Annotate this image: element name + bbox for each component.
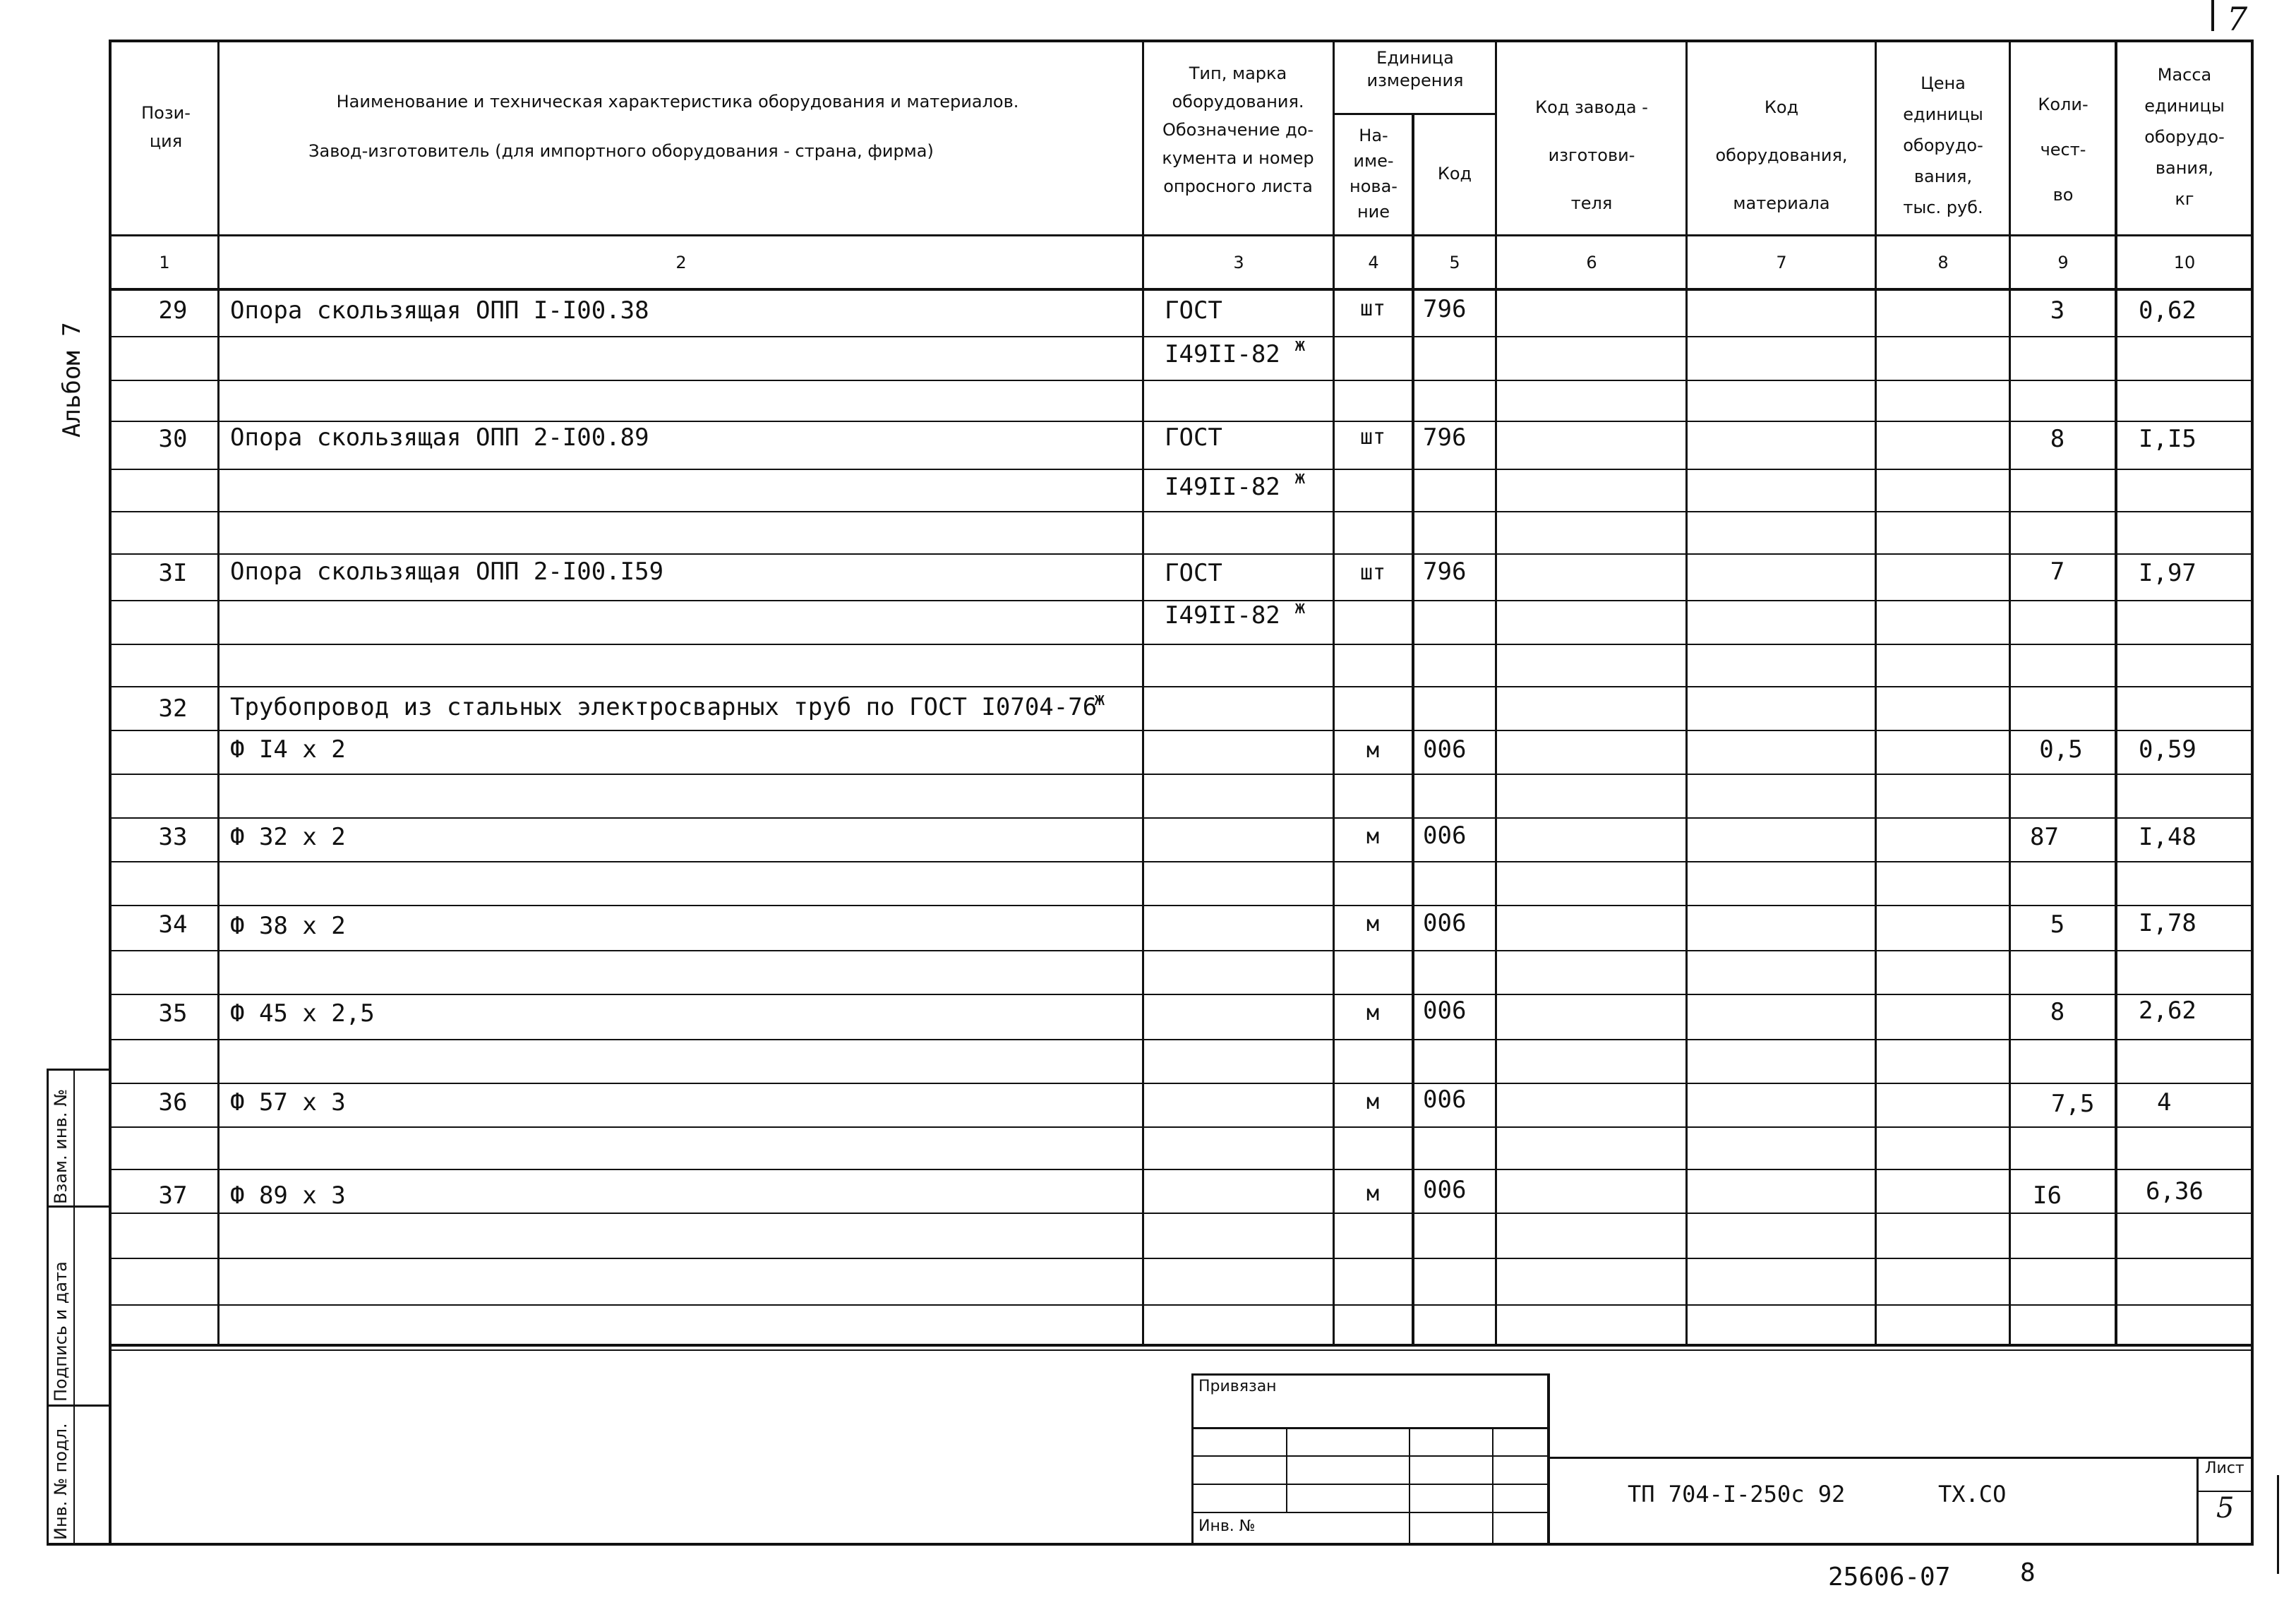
corner-page-number: 7 (2227, 0, 2248, 38)
colnum-6: 6 (1586, 253, 1597, 272)
row33-code: 006 (1423, 822, 1467, 850)
row30-qty: 8 (2050, 425, 2065, 453)
colnum-10: 10 (2173, 253, 2196, 272)
row33-mass: I,48 (2139, 823, 2196, 851)
row31-doc2: I49II-82 (1165, 601, 1280, 630)
row30-mass: I,I5 (2139, 425, 2196, 453)
row33-name: Ф 32 х 2 (230, 823, 346, 851)
row36-unit: м (1366, 1090, 1380, 1114)
row34-qty: 5 (2050, 910, 2065, 939)
row37-pos: 37 (158, 1181, 188, 1210)
bottom-number: 25606-07 (1828, 1563, 1951, 1592)
row33-qty: 87 (2030, 823, 2059, 851)
sheet-code: ТХ.СО (1938, 1481, 2007, 1508)
side-label-inv-podl: Инв. № подл. (51, 1423, 71, 1540)
colnum-3: 3 (1233, 253, 1244, 272)
colnum-4: 4 (1368, 253, 1379, 272)
row29-code: 796 (1423, 295, 1467, 323)
row31-mark: ж (1294, 597, 1306, 618)
row34-unit: м (1366, 912, 1380, 937)
row34-pos: 34 (158, 910, 188, 939)
row37-mass: 6,36 (2146, 1177, 2204, 1205)
row32-unit: м (1366, 738, 1380, 763)
right-edge-mark (2277, 1475, 2279, 1574)
header-col4: На- име- нова- ние (1350, 126, 1398, 222)
bottom-page: 8 (2020, 1558, 2036, 1587)
row29-qty: 3 (2050, 296, 2065, 325)
row35-pos: 35 (158, 999, 188, 1028)
colnum-5: 5 (1449, 253, 1460, 272)
row31-pos: 3I (158, 559, 188, 587)
colnum-9: 9 (2057, 253, 2069, 272)
row31-doc1: ГОСТ (1165, 559, 1222, 587)
header-col9: Коли- чест- во (2038, 95, 2088, 205)
row29-name: Опора скользящая ОПП I-I00.38 (230, 296, 649, 325)
row31-mass: I,97 (2139, 559, 2196, 587)
row29-unit: шт (1359, 296, 1386, 321)
project-code: ТП 704-I-250с 92 (1628, 1481, 1846, 1508)
row33-pos: 33 (158, 823, 188, 851)
header-col10: Масса единицы оборудо- вания, кг (2144, 65, 2225, 209)
header-col2-line2: Завод-изготовитель (для импортного оборудования - страна, фирма) (308, 141, 934, 161)
row29-mass: 0,62 (2139, 296, 2196, 325)
row31-qty: 7 (2050, 558, 2065, 586)
row36-code: 006 (1423, 1085, 1467, 1114)
row33-unit: м (1366, 824, 1380, 849)
row30-pos: 30 (158, 425, 188, 453)
header-col7: Код оборудования, материала (1715, 97, 1848, 213)
row32-code: 006 (1423, 735, 1467, 764)
row30-mark: ж (1294, 467, 1306, 488)
row36-name: Ф 57 х 3 (230, 1088, 346, 1117)
row34-mass: I,78 (2139, 909, 2196, 937)
row32-sub: Ф I4 х 2 (230, 735, 346, 764)
privyazan-label: Привязан (1198, 1378, 1277, 1395)
list-label: Лист (2205, 1460, 2244, 1477)
header-col8: Цена единицы оборудо- вания, тыс. руб. (1903, 73, 1983, 217)
header-col3: Тип, марка оборудования. Обозначение до- кумента и номер опросного листа (1162, 64, 1314, 196)
row35-name: Ф 45 х 2,5 (230, 999, 375, 1028)
row34-name: Ф 38 х 2 (230, 912, 346, 940)
row32-name-mark: ж (1094, 689, 1105, 710)
row35-qty: 8 (2050, 998, 2065, 1026)
row31-name: Опора скользящая ОПП 2-I00.I59 (230, 558, 664, 586)
row29-pos: 29 (158, 296, 188, 325)
album-label: Альбом 7 (58, 322, 86, 438)
row29-doc2: I49II-82 (1165, 340, 1280, 368)
header-col2-line1: Наименование и техническая характеристика оборудования и материалов. (336, 92, 1019, 112)
row29-doc1: ГОСТ (1165, 296, 1222, 325)
colnum-7: 7 (1776, 253, 1787, 272)
row32-qty: 0,5 (2039, 735, 2083, 764)
row37-code: 006 (1423, 1176, 1467, 1204)
inv-no-label: Инв. № (1198, 1517, 1256, 1535)
row30-doc2: I49II-82 (1165, 473, 1280, 501)
row29-mark: ж (1294, 335, 1306, 356)
row30-unit: шт (1359, 425, 1386, 450)
row37-qty: I6 (2033, 1181, 2062, 1210)
row36-qty: 7,5 (2051, 1090, 2095, 1118)
colnum-8: 8 (1937, 253, 1949, 272)
side-label-vzam: Взам. инв. № (51, 1089, 71, 1204)
list-value: 5 (2216, 1492, 2235, 1524)
row30-code: 796 (1423, 423, 1467, 452)
row36-pos: 36 (158, 1088, 188, 1117)
side-label-podpis: Подпись и дата (51, 1261, 71, 1402)
row30-doc1: ГОСТ (1165, 423, 1222, 452)
colnum-1: 1 (159, 253, 170, 272)
row32-pos: 32 (158, 694, 188, 723)
row35-unit: м (1366, 1001, 1380, 1025)
row37-unit: м (1366, 1181, 1380, 1206)
row31-code: 796 (1423, 558, 1467, 586)
header-col6: Код завода - изготови- теля (1535, 97, 1648, 213)
colnum-2: 2 (675, 253, 687, 272)
corner-divider (2211, 0, 2214, 31)
row34-code: 006 (1423, 909, 1467, 937)
header-unit-group: Единица измерения (1366, 48, 1464, 90)
row32-name: Трубопровод из стальных электросварных труб по ГОСТ I0704-76 (230, 693, 1098, 721)
row35-code: 006 (1423, 997, 1467, 1025)
row32-mass: 0,59 (2139, 735, 2196, 764)
header-col5: Код (1437, 164, 1472, 184)
header-col1: Пози- ция (141, 103, 191, 151)
row30-name: Опора скользящая ОПП 2-I00.89 (230, 423, 649, 452)
row31-unit: шт (1359, 560, 1386, 585)
row36-mass: 4 (2157, 1088, 2172, 1117)
row37-name: Ф 89 х 3 (230, 1181, 346, 1210)
row35-mass: 2,62 (2139, 997, 2196, 1025)
